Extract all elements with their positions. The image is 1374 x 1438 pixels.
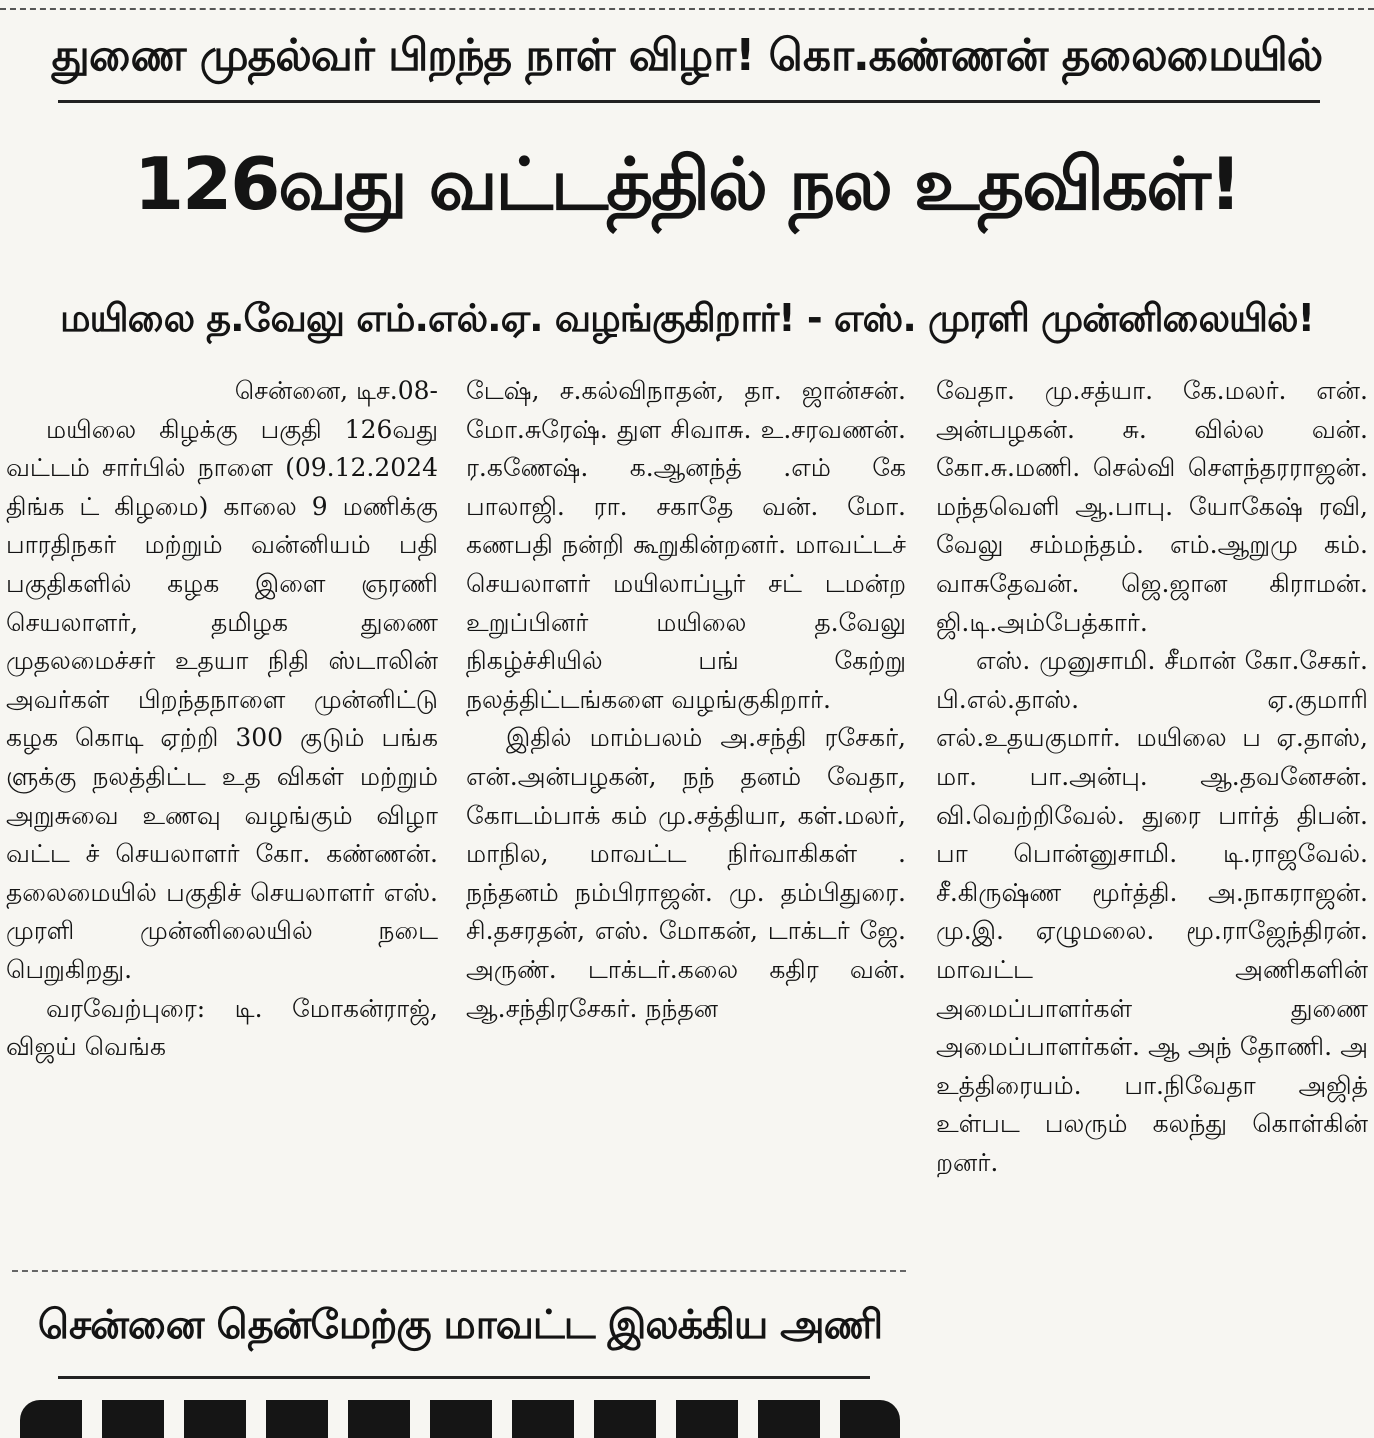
headline-main: 126வது வட்டத்தில் நல உதவிகள்! (134, 142, 1240, 226)
column2-paragraph-2: இதில் மாம்பலம் அ.சந்தி ரசேகர், என்.அன்பழகன், நந் தனம் வேதா, கோடம்பாக் கம் மு.சத்தியா, கள்.மலர், மாநில, மாவட்ட நிர்வாகிகள் . நந்தனம் நம்பிராஜன். மு. தம்பிதுரை. சி.தசரதன், எஸ். மோகன், டாக்டர் ஜே. அருண். டாக்டர்.கலை கதிர வன். ஆ.சந்திரசேகர். நந்தன (466, 723, 906, 1023)
article-column-3 (936, 372, 1368, 1432)
article-separator (12, 1270, 906, 1272)
next-article-rule (58, 1376, 870, 1379)
column1-paragraph-2: வரவேற்புரை: டி. மோகன்ராஜ், விஜய் வெங்க (6, 993, 438, 1062)
headline-kicker: துணை முதல்வர் பிறந்த நாள் விழா! கொ.கண்ணன் தலைமையில் (51, 30, 1323, 81)
dateline: சென்னை, டிச.08- (234, 376, 438, 405)
column3-paragraph-1: வேதா. மு.சத்யா. கே.மலர். என். அன்பழகன். சு. வில்ல வன். கோ.சு.மணி. செல்வி சௌந்தரராஜன். மந்தவெளி ஆ.பாபு. யோகேஷ் ரவி, வேலு சம்மந்தம். எம்.ஆறுமு கம். வாசுதேவன். ஜெ.ஜான கிராமன். ஜி.டி.அம்பேத்கார். (936, 376, 1368, 637)
article-column-1 (6, 372, 438, 1272)
headline-deck: மயிலை த.வேலு எம்.எல்.ஏ. வழங்குகிறார்! - எஸ். முரளி முன்னிலையில்! (60, 296, 1314, 340)
next-article-kicker: சென்னை தென்மேற்கு மாவட்ட இலக்கிய அணி (37, 1302, 883, 1348)
top-dashed-border (0, 8, 1374, 10)
article-column-2 (466, 372, 906, 1272)
headline-rule (58, 100, 1320, 103)
column3-paragraph-2: எஸ். முனுசாமி. சீமான் கோ.சேகர். பி.எல்.தாஸ். ஏ.குமாரி எல்.உதயகுமார். மயிலை ப ஏ.தாஸ், மா. பா.அன்பு. ஆ.தவனேசன். வி.வெற்றிவேல். துரை பார்த் திபன். பா பொன்னுசாமி. டி.ராஜவேல். சீ.கிருஷ்ண மூர்த்தி. அ.நாகராஜன். மு.இ. ஏழுமலை. மூ.ராஜேந்திரன். மாவட்ட அணிகளின் அமைப்பாளர்கள் துணை அமைப்பாளர்கள். ஆ அந் தோணி. அ உத்திரையம். பா.நிவேதா அஜித் உள்பட பலரும் கலந்து கொள்கின் றனர். (936, 646, 1368, 1177)
column2-paragraph-1: டேஷ், ச.கல்விநாதன், தா. ஜான்சன். மோ.சுரேஷ். துள சிவாசு. உ.சரவணன். ர.கணேஷ். க.ஆனந்த் .எம் கே பாலாஜி. ரா. சகாதே வன். மோ. கணபதி நன்றி கூறுகின்றனர். மாவட்டச் செயலாளர் மயிலாப்பூர் சட் டமன்ற உறுப்பினர் மயிலை த.வேலு நிகழ்ச்சியில் பங் கேற்று நலத்திட்டங்களை வழங்குகிறார். (466, 376, 906, 714)
column1-paragraph-1: மயிலை கிழக்கு பகுதி 126வது வட்டம் சார்பில் நாளை (09.12.2024 திங்க ட் கிழமை) காலை 9 மணிக்கு பாரதிநகர் மற்றும் வன்னியம் பதி பகுதிகளில் கழக இளை ஞரணி செயலாளர், தமிழக துணை முதலமைச்சர் உதயா நிதி ஸ்டாலின் அவர்கள் பிறந்தநாளை முன்னிட்டு கழக கொடி ஏற்றி 300 குடும் பங்க ளுக்கு நலத்திட்ட உத விகள் மற்றும் அறுசுவை உணவு வழங்கும் விழா வட்ட ச் செயலாளர் கோ. கண்ணன். தலைமையில் பகுதிச் செயலாளர் எஸ். முரளி முன்னிலையில் நடை பெறுகிறது. (6, 414, 438, 984)
cropped-headline-fragment (20, 1400, 900, 1438)
